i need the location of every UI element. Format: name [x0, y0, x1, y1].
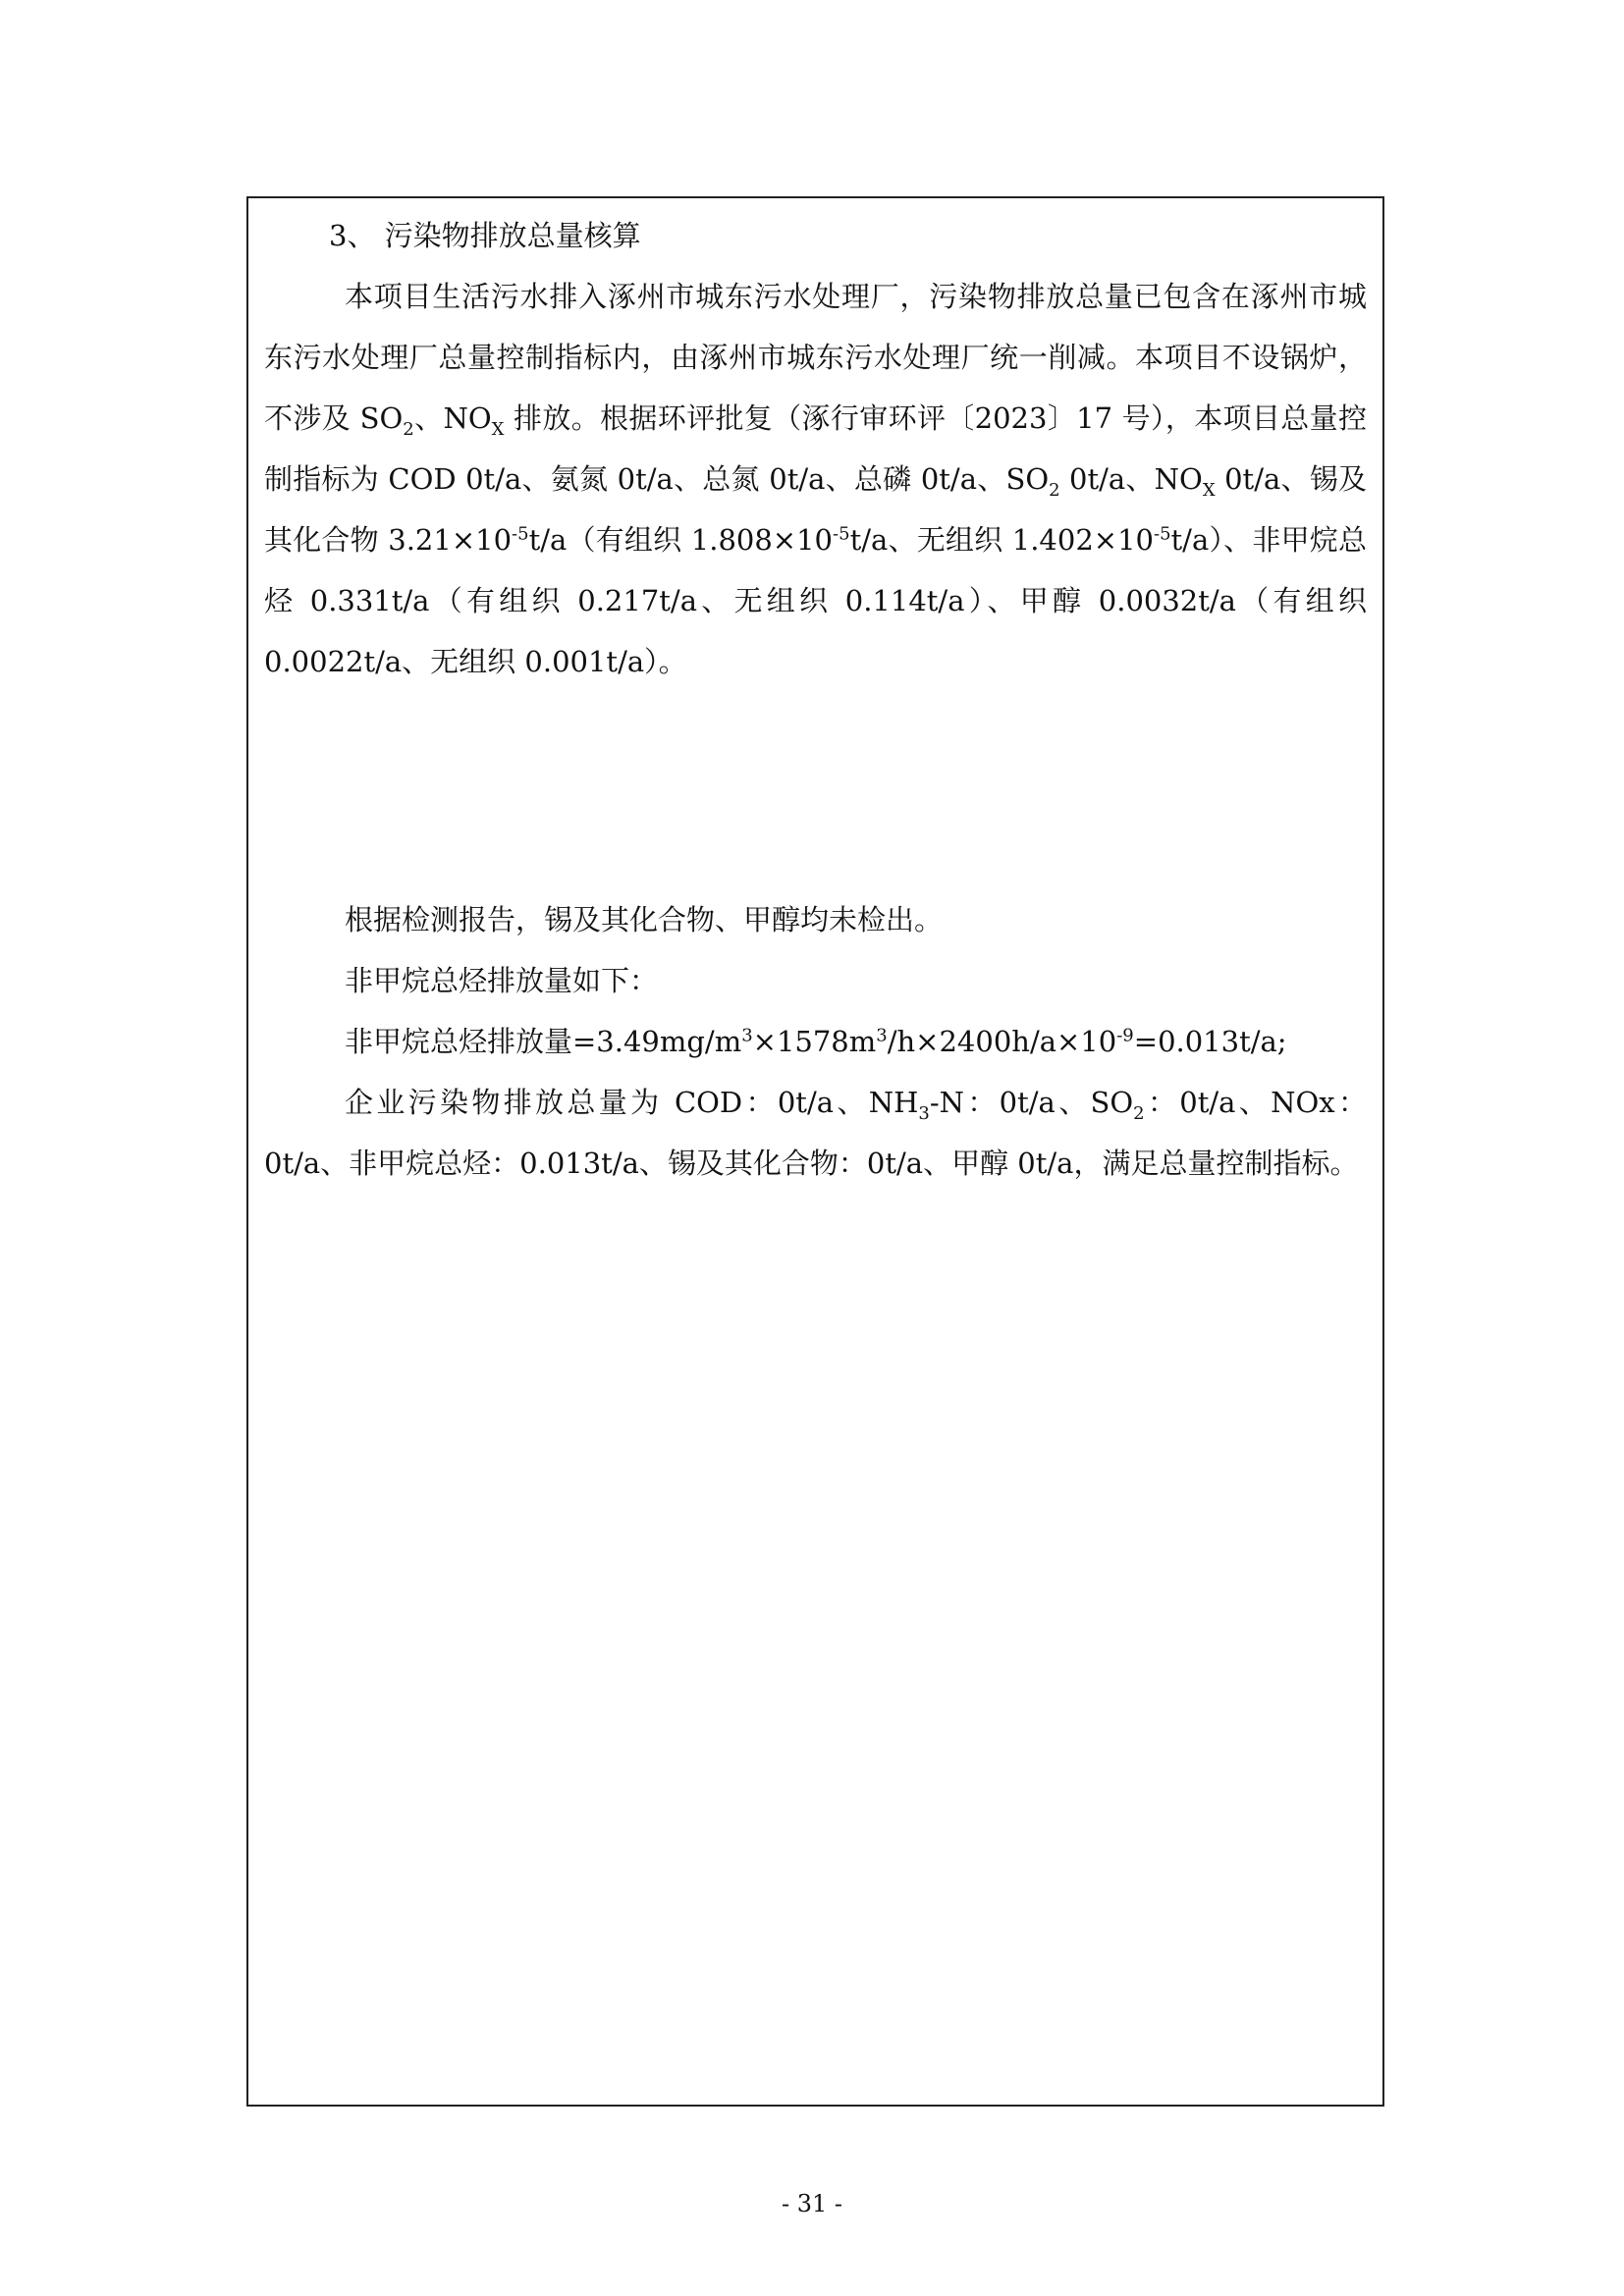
- section-heading: 3、 污染物排放总量核算: [329, 219, 641, 252]
- paragraph-detection-result: 根据检测报告，锡及其化合物、甲醇均未检出。: [345, 903, 944, 936]
- content-table-cell: [246, 196, 1384, 2107]
- page-number: - 31 -: [781, 2190, 842, 2217]
- paragraph-total-emission-result: 企业污染物排放总量为 COD：0t/a、$NH_3-N$：0t/a、$SO_2$：0t/a、NOx：0t/a、非甲烷总烃：0.013t/a、锡及其化合物：0t/a、甲醇 0t/a，满足总量控制指标。: [264, 1086, 1367, 1180]
- paragraph-nmhc-formula: 非甲烷总烃排放量$=3.49mg/m^3\times 1578m^3/h\times 2400h/a\times 10^{-9}=0.013t/a$;: [345, 1025, 1287, 1058]
- paragraph-total-emission-basis: 本项目生活污水排入涿州市城东污水处理厂，污染物排放总量已包含在涿州市城东污水处理厂总量控制指标内，由涿州市城东污水处理厂统一削减。本项目不设锅炉，不涉及 $SO_2$、$NO_X$ 排放。根据环评批复（涿行审环评〔2023〕17 号），本项目总量控制指标为 COD 0t/a、氨氮 0t/a、总氮 0t/a、总磷 0t/a、$SO_2$ 0t/a、$NO_X$ 0t/a、锡及其化合物 $3.21\times 10^{-5}t/a$（有组织 $1.808\times 10^{-5}t/a$、无组织 $1.402\times 10^{-5}t/a$）、非甲烷总烃 0.331t/a（有组织 0.217t/a、无组织 0.114t/a）、甲醇 0.0032t/a（有组织 0.0022t/a、无组织 0.001t/a）。: [264, 280, 1368, 678]
- paragraph-nmhc-intro: 非甲烷总烃排放量如下：: [345, 964, 659, 997]
